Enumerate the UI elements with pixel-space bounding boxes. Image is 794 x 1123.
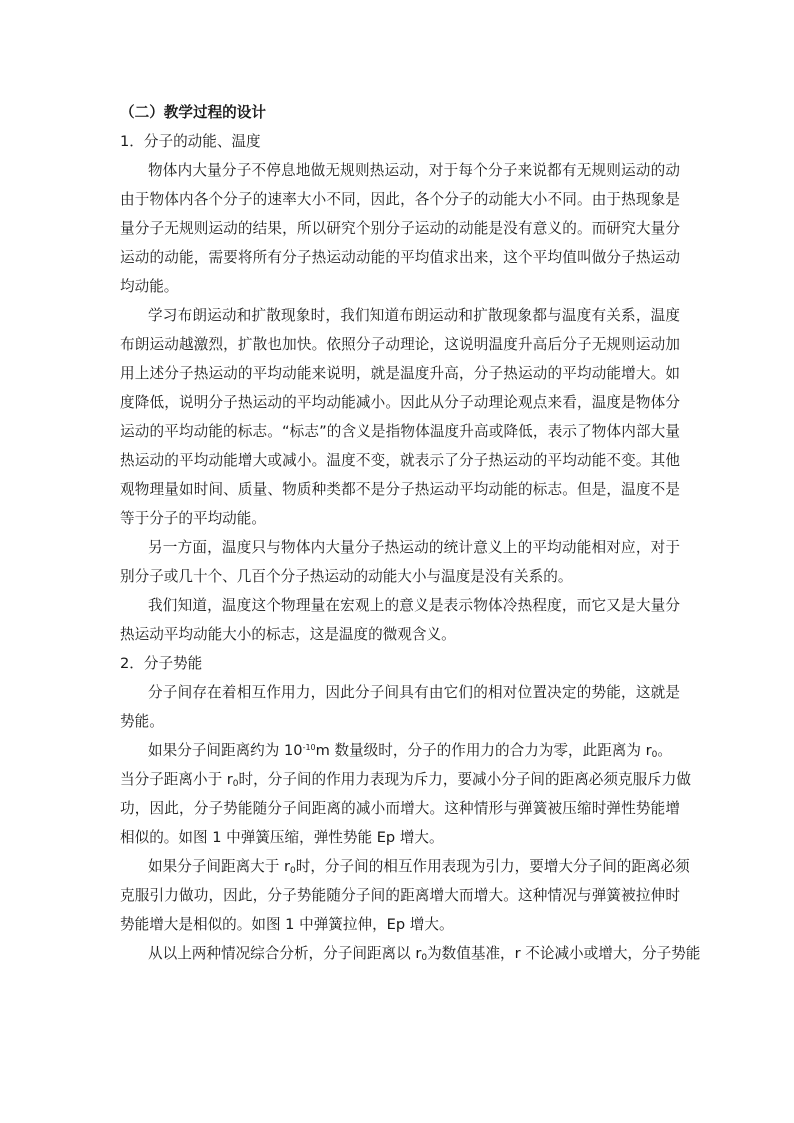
text-segment: 时，分子间的作用力表现为斥力，要减小分子间的距离必须克服斥力做 [238, 771, 691, 788]
paragraph-line-with-exponent [120, 736, 680, 765]
paragraph-line-with-subscript [120, 939, 701, 968]
paragraph-line: 物体内大量分子不停息地做无规则热运动，对于每个分子来说都有无规则运动的动 [148, 162, 680, 179]
text-segment: 。 [657, 742, 672, 759]
paragraph-line: 势能。 [120, 713, 164, 730]
paragraph-line: 量分子无规则运动的结果，所以研究个别分子运动的动能是没有意义的。而研究大量分 [120, 220, 680, 237]
paragraph-line: 等于分子的平均动能。 [120, 510, 266, 527]
paragraph-line: 用上述分子热运动的平均动能来说明，就是温度升高，分子热运动的平均动能增大。如 [120, 365, 680, 382]
paragraph-line: 别分子或几十个、几百个分子热运动的动能大小与温度是没有关系的。 [120, 568, 573, 585]
text-segment: 时，分子间的相互作用表现为引力，要增大分子间的距离必须 [295, 858, 690, 875]
paragraph-line-with-subscript [120, 765, 691, 794]
text-segment: 如果分子间距离约为 10 [148, 742, 303, 759]
paragraph-line: 另一方面，温度只与物体内大量分子热运动的统计意义上的平均动能相对应，对于 [148, 539, 680, 556]
paragraph-line: 相似的。如图 1 中弹簧压缩，弹性势能 Ep 增大。 [120, 829, 444, 846]
paragraph-line: 学习布朗运动和扩散现象时，我们知道布朗运动和扩散现象都与温度有关系，温度 [148, 307, 680, 324]
text-segment: 当分子距离小于 r [120, 771, 233, 788]
paragraph-line: 均动能。 [120, 278, 179, 295]
text-segment: 如果分子间距离大于 r [148, 858, 290, 875]
paragraph-line: 观物理量如时间、质量、物质种类都不是分子热运动平均动能的标志。但是，温度不是 [120, 481, 680, 498]
paragraph-line: 分子间存在着相互作用力，因此分子间具有由它们的相对位置决定的势能，这就是 [148, 684, 680, 701]
paragraph-line: 运动的动能，需要将所有分子热运动动能的平均值求出来，这个平均值叫做分子热运动 [120, 249, 680, 266]
section1-title: 1．分子的动能、温度 [120, 133, 261, 150]
paragraph-line-with-subscript [120, 852, 690, 881]
subscript: 0 [232, 779, 239, 789]
subscript: 0 [289, 866, 296, 876]
section2-title: 2．分子势能 [120, 655, 203, 672]
paragraph-line: 热运动平均动能大小的标志，这是温度的微观含义。 [120, 626, 456, 643]
paragraph-line: 由于物体内各个分子的速率大小不同，因此，各个分子的动能大小不同。由于热现象是 [120, 191, 680, 208]
paragraph-line: 布朗运动越激烈，扩散也加快。依照分子动理论，这说明温度升高后分子无规则运动加 [120, 336, 680, 353]
paragraph-line: 运动的平均动能的标志。“标志”的含义是指物体温度升高或降低，表示了物体内部大量 [120, 423, 680, 440]
text-segment: 从以上两种情况综合分析，分子间距离以 r [148, 945, 422, 962]
section-heading: （二）教学过程的设计 [120, 104, 266, 121]
paragraph-line: 势能增大是相似的。如图 1 中弹簧拉伸，Ep 增大。 [120, 916, 454, 933]
document-body [120, 98, 701, 968]
subscript: 0 [651, 750, 658, 760]
paragraph-line: 我们知道，温度这个物理量在宏观上的意义是表示物体冷热程度，而它又是大量分 [148, 597, 680, 614]
text-segment: m 数量级时，分子的作用力的合力为零，此距离为 r [315, 742, 652, 759]
subscript: 0 [421, 953, 428, 963]
paragraph-line: 功，因此，分子势能随分子间距离的减小而增大。这种情形与弹簧被压缩时弹性势能增 [120, 800, 680, 817]
paragraph-line: 热运动的平均动能增大或减小。温度不变，就表示了分子热运动的平均动能不变。其他 [120, 452, 680, 469]
paragraph-line: 度降低，说明分子热运动的平均动能减小。因此从分子动理论观点来看，温度是物体分 [120, 394, 680, 411]
paragraph-line: 克服引力做功，因此，分子势能随分子间的距离增大而增大。这种情况与弹簧被拉伸时 [120, 887, 680, 904]
text-segment: 为数值基准，r 不论减小或增大，分子势能 [427, 945, 701, 962]
exponent: -10 [302, 743, 316, 752]
